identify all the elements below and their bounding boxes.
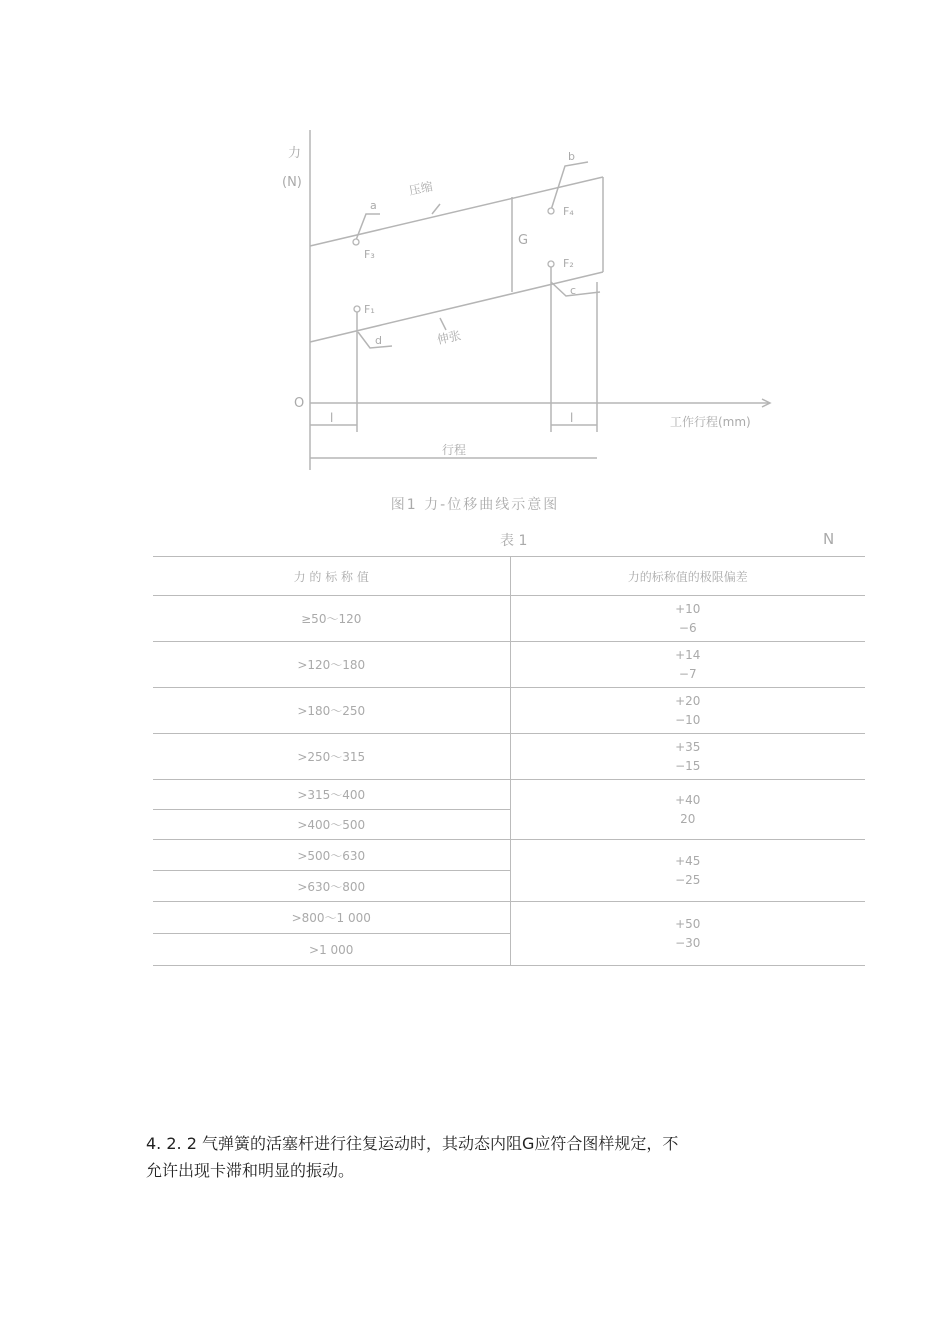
header-nominal-force: 力 的 标 称 值: [153, 557, 510, 596]
tolerance-cell: [510, 688, 865, 734]
range-cell: >250～315: [153, 734, 510, 780]
callout-a: a: [370, 199, 377, 212]
tolerance-cell: [510, 902, 865, 966]
header-limit-deviation: 力的标称值的极限偏差: [510, 557, 865, 596]
point-f3: F₃: [364, 248, 375, 261]
l-right-label: l: [570, 411, 574, 425]
paragraph-line-1: 4. 2. 2 气弹簧的活塞杆进行往复运动时，其动态内阻G应符合图样规定，不: [146, 1134, 679, 1153]
upper-deviation: +10: [675, 601, 701, 616]
table-row: [153, 840, 865, 871]
upper-deviation: +45: [675, 853, 701, 868]
stroke-label: 行程: [442, 443, 467, 457]
table-row: [153, 688, 865, 734]
table-header-row: [153, 557, 865, 596]
figure-caption: 图1 力-位移曲线示意图: [390, 497, 560, 513]
paragraph-line-2: 允许出现卡滞和明显的振动。: [146, 1161, 355, 1180]
lower-deviation: 20: [680, 811, 696, 826]
upper-deviation: +14: [675, 647, 701, 662]
compression-curve: [310, 177, 603, 246]
tolerance-cell: [510, 734, 865, 780]
upper-deviation: +50: [675, 916, 701, 931]
range-cell: >630～800: [153, 871, 510, 902]
range-cell: >400～500: [153, 810, 510, 840]
lower-deviation: −7: [678, 666, 697, 681]
table-row: [153, 596, 865, 642]
range-cell: >800～1 000: [153, 902, 510, 934]
x-axis-label: 工作行程(mm): [670, 415, 751, 429]
upper-deviation: +20: [675, 693, 701, 708]
tolerance-cell: [510, 780, 865, 840]
range-cell: ≥50～120: [153, 596, 510, 642]
lower-deviation: −25: [675, 872, 701, 887]
upper-deviation: +40: [675, 792, 701, 807]
callout-b: b: [568, 150, 575, 163]
l-left-label: l: [330, 411, 334, 425]
callout-d: d: [375, 334, 382, 347]
upper-deviation: +35: [675, 739, 701, 754]
tolerance-cell: [510, 642, 865, 688]
table-row: [153, 642, 865, 688]
lower-deviation: −15: [675, 758, 701, 773]
origin-label: O: [294, 396, 305, 411]
y-axis-label: 力: [288, 146, 302, 161]
point-f2: F₂: [563, 257, 574, 270]
compression-label: 压缩: [407, 179, 435, 198]
point-f1: F₁: [364, 303, 375, 316]
range-cell: >1 000: [153, 934, 510, 966]
y-axis-unit: (N): [282, 175, 302, 190]
lower-deviation: −10: [675, 712, 701, 727]
extension-label: 伸张: [435, 328, 463, 347]
force-displacement-diagram: [0, 0, 950, 480]
table-title: 表 1: [500, 533, 528, 549]
range-cell: >180～250: [153, 688, 510, 734]
force-displacement-figure: [0, 0, 950, 480]
table-row: [153, 780, 865, 810]
range-cell: >500～630: [153, 840, 510, 871]
callout-c: c: [570, 284, 577, 297]
table-row: [153, 902, 865, 934]
lower-deviation: −30: [675, 935, 701, 950]
range-cell: >315～400: [153, 780, 510, 810]
tolerance-cell: [510, 840, 865, 902]
g-label: G: [518, 233, 529, 248]
table-unit: N: [823, 530, 835, 548]
force-tolerance-table: [153, 556, 865, 966]
tolerance-cell: [510, 596, 865, 642]
table-row: [153, 734, 865, 780]
range-cell: >120～180: [153, 642, 510, 688]
point-f4: F₄: [563, 205, 574, 218]
lower-deviation: −6: [678, 620, 697, 635]
clause-4-2-2: [146, 1130, 826, 1184]
